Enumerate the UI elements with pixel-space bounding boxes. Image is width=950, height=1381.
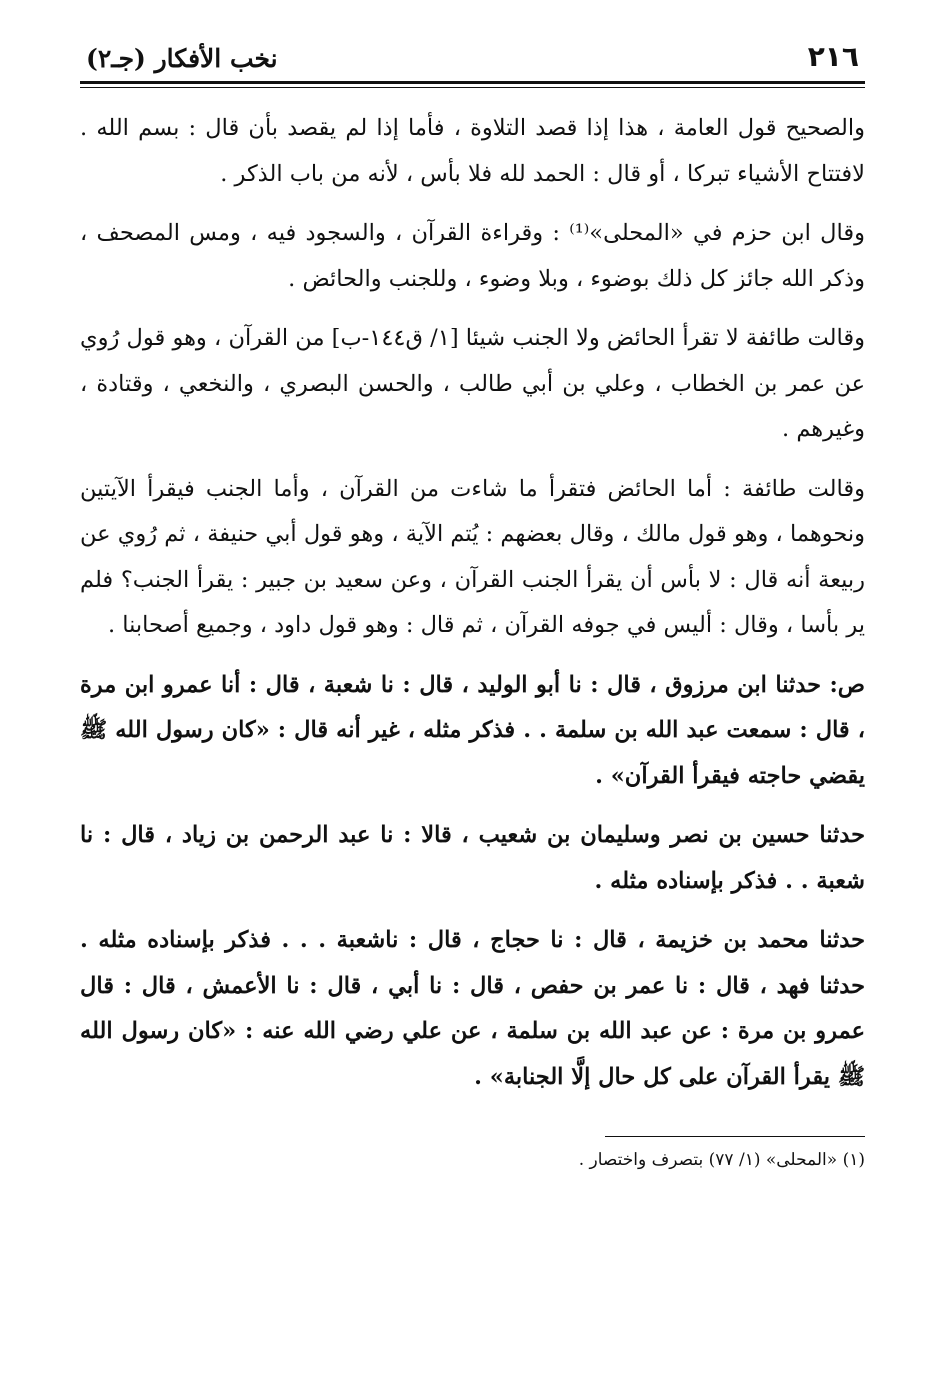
- book-title: نخب الأفكار (جـ٢): [86, 44, 278, 73]
- page-header: [80, 40, 865, 79]
- footnote: (١) «المحلى» (١/ ٧٧) بتصرف واختصار .: [578, 1150, 865, 1170]
- paragraph-5: ص: حدثنا ابن مرزوق ، قال : نا أبو الوليد ، قال : نا شعبة ، قال : أنا عمرو ابن مرة ، قال : سمعت عبد الله بن سلمة . . فذكر مثله ، غير أنه قال : «كان رسول الله ﷺ يقضي حاجته فيقرأ القرآن» .: [80, 671, 865, 789]
- paragraph-1: والصحيح قول العامة ، هذا إذا قصد التلاوة ، فأما إذا لم يقصد بأن قال : بسم الله . لافتتاح الأشياء تبركا ، أو قال : الحمد لله فلا بأس ، لأنه من باب الذكر .: [80, 115, 865, 187]
- header-rule-thick: [80, 81, 865, 84]
- footnote-rule: [605, 1136, 865, 1137]
- paragraph-7: حدثنا محمد بن خزيمة ، قال : نا حجاج ، قال : ناشعبة . . . فذكر بإسناده مثله . حدثنا فهد ، قال : نا عمر بن حفص ، قال : نا أبي ، قال : نا الأعمش ، قال : قال عمرو بن مرة : عن عبد الله بن سلمة ، عن علي رضي الله عنه : «كان رسول الله ﷺ يقرأ القرآن على كل حال إلَّا الجنابة» .: [80, 927, 865, 1090]
- page-number: ٢١٦: [807, 40, 859, 73]
- paragraph-2: وقال ابن حزم في «المحلى»⁽¹⁾ : وقراءة القرآن ، والسجود فيه ، ومس المصحف ، وذكر الله جائز كل ذلك بوضوء ، وبلا وضوء ، وللجنب والحائض .: [80, 220, 865, 292]
- paragraph-4: وقالت طائفة : أما الحائض فتقرأ ما شاءت من القرآن ، وأما الجنب فيقرأ الآيتين ونحوهما ، وهو قول مالك ، وقال بعضهم : يُتم الآية ، وهو قول أبي حنيفة ، ثم رُوي عن ربيعة أنه قال : لا بأس أن يقرأ الجنب القرآن ، وعن سعيد بن جبير : يقرأ الجنب؟ فلم ير بأسا ، وقال : أليس في جوفه القرآن ، ثم قال : وهو قول داود ، وجميع أصحابنا .: [80, 475, 865, 638]
- paragraph-3: وقالت طائفة لا تقرأ الحائض ولا الجنب شيئا [١/ ق١٤٤-ب] من القرآن ، وهو قول رُوي عن عمر بن الخطاب ، وعلي بن أبي طالب ، والحسن البصري ، والنخعي ، وقتادة ، وغيرهم .: [80, 325, 865, 442]
- header-rule-thin: [80, 87, 865, 88]
- paragraph-6: حدثنا حسين بن نصر وسليمان بن شعيب ، قالا : نا عبد الرحمن بن زياد ، قال : نا شعبة . . فذكر بإسناده مثله .: [80, 822, 865, 894]
- body-text: [80, 106, 865, 1100]
